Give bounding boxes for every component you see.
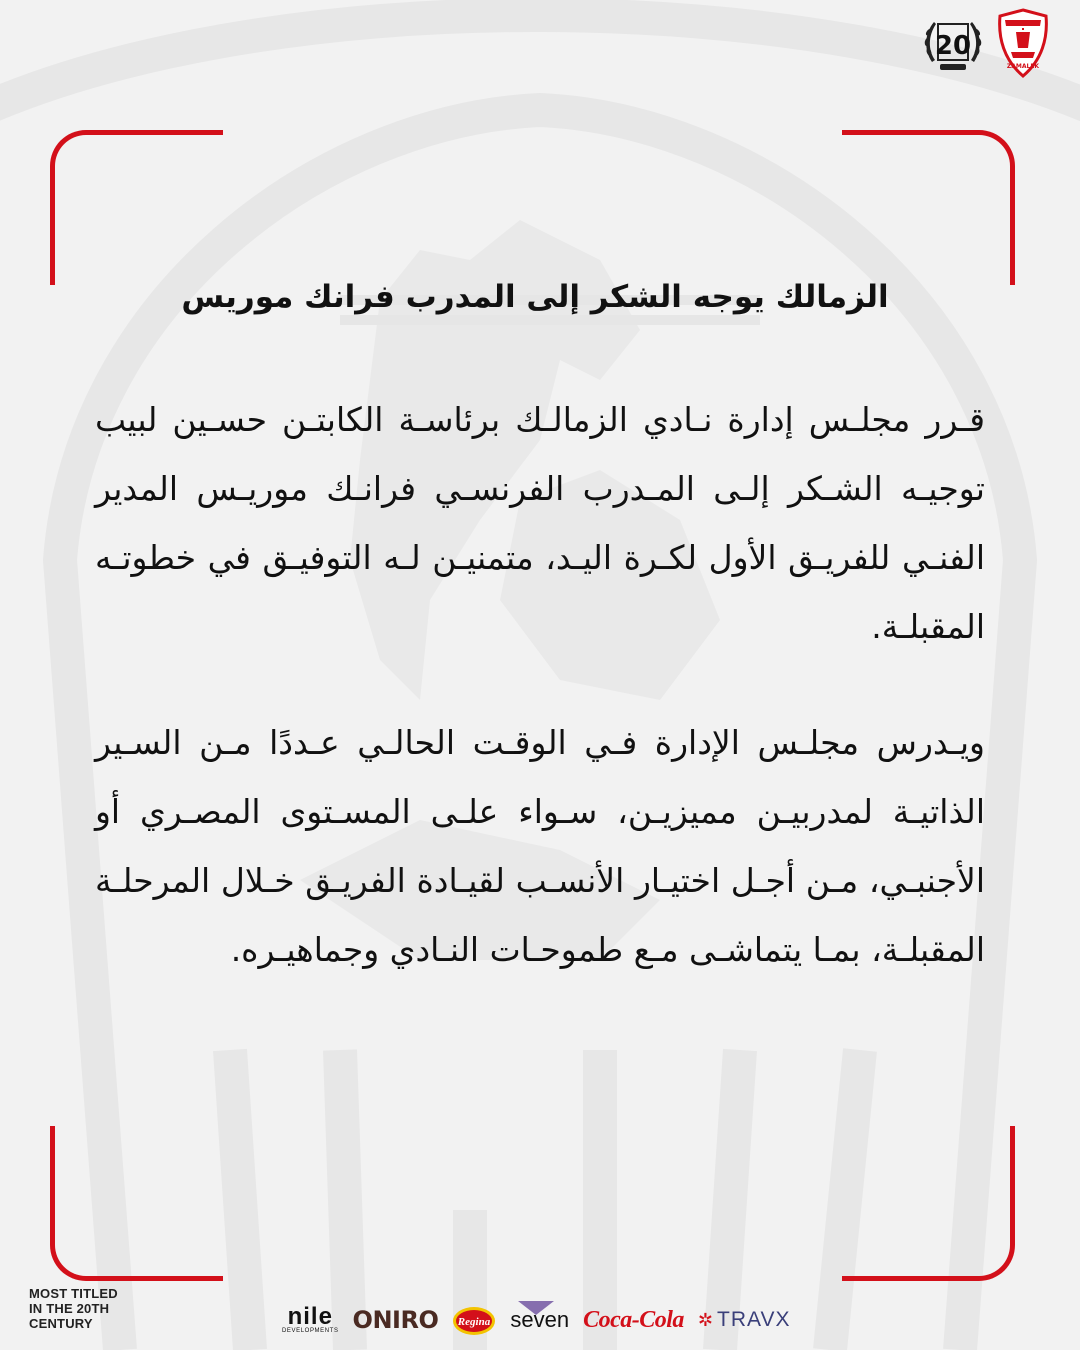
- statement-title: الزمالك يوجه الشكر إلى المدرب فرانك موريس: [181, 279, 889, 315]
- statement-paragraph-2: ويـدرس مجلـس الإدارة فـي الوقـت الحالـي عـددًا مـن السـير الذاتيـة لمدربيـن مميزيـن، سـواء علـى المسـتوى المصـري أو الأجنبـي، مـن أجـل اختيـار الأنسـب لقيـادة الفريـق خـلال المرحلـة المقبلـة، بمـا يتماشـى مـع طموحـات النـادي وجماهيـره.: [95, 723, 985, 969]
- svg-text:20: 20: [934, 31, 972, 61]
- sponsor-seven-logo: seven: [510, 1307, 569, 1333]
- sponsors-bar: [282, 1300, 822, 1340]
- tagline-line-3: CENTURY: [29, 1316, 93, 1331]
- sponsor-coca-cola-logo: Coca-Cola: [583, 1306, 684, 1333]
- sponsor-travx-logo: ✲ TRAVX: [697, 1308, 791, 1331]
- most-titled-tagline: [29, 1286, 118, 1331]
- svg-text:Regina: Regina: [458, 1316, 491, 1328]
- frame-corner-top-right: [842, 130, 1015, 285]
- sponsor-regina-logo: [452, 1303, 496, 1337]
- svg-text:ZAMALEK: ZAMALEK: [1006, 63, 1040, 70]
- sponsor-nile-developments-logo: nile DEVELOPMENTS: [282, 1303, 339, 1334]
- zamalek-club-crest-logo: [996, 8, 1050, 78]
- statement-paragraph-1: قـرر مجلـس إدارة نـادي الزمالـك برئاسـة الكابتـن حسـين لبيب توجيـه الشـكر إلـى المـدرب الفرنسـي فرانـك موريـس المدير الفنـي للفريـق الأول لكـرة اليـد، متمنيـن لـه التوفيـق في خطوتـه المقبلـة.: [95, 400, 985, 646]
- travx-ball-icon: ✲: [697, 1309, 714, 1330]
- sponsor-oniro-logo: ONIRO: [352, 1306, 439, 1334]
- header-logos: [920, 8, 1050, 78]
- anniversary-20-wreath-logo: [920, 10, 986, 76]
- frame-corner-bottom-left: [50, 1126, 223, 1281]
- tagline-line-2: IN THE 20TH: [29, 1301, 110, 1316]
- frame-corner-bottom-right: [842, 1126, 1015, 1281]
- frame-corner-top-left: [50, 130, 223, 285]
- tagline-line-1: MOST TITLED: [29, 1286, 118, 1301]
